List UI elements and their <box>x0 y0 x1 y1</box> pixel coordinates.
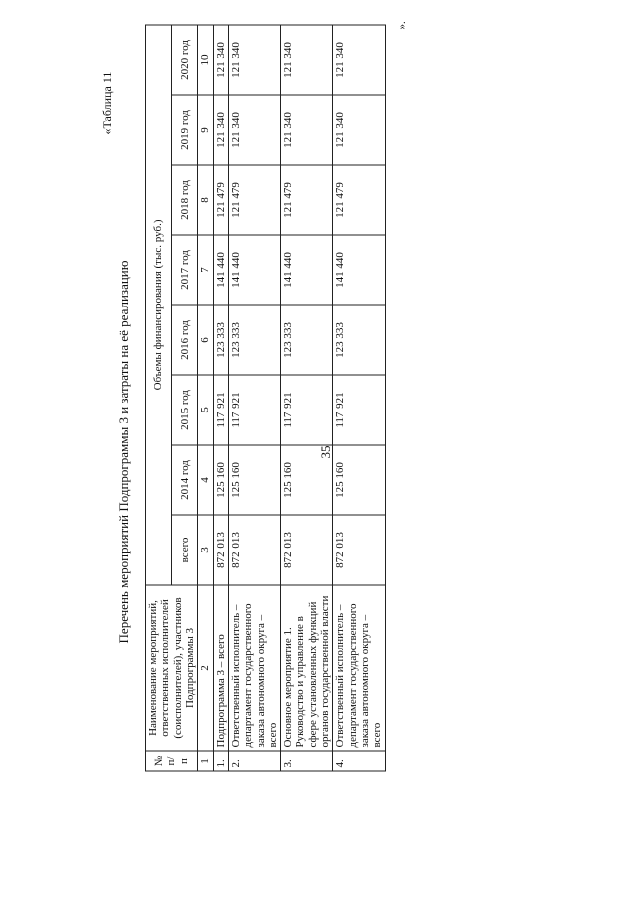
value-total: 872 013 <box>281 515 333 585</box>
col-number: 9 <box>198 95 213 165</box>
value-2015: 117 921 <box>213 375 228 445</box>
value-2018: 121 479 <box>333 165 385 235</box>
header-row-1 <box>146 25 172 771</box>
row-name: Основное мероприятие 1. Руководство и управление в сфере установленных функций органов государственной власти <box>281 585 333 751</box>
value-total: 872 013 <box>333 515 385 585</box>
year-header-2014: 2014 год <box>172 445 198 515</box>
col-number: 5 <box>198 375 213 445</box>
table-row <box>333 25 385 771</box>
value-2017: 141 440 <box>333 235 385 305</box>
closing-mark: ». <box>396 21 408 30</box>
year-header-2018: 2018 год <box>172 165 198 235</box>
value-2015: 117 921 <box>333 375 385 445</box>
page-number: 35 <box>318 445 333 459</box>
value-total: 872 013 <box>213 515 228 585</box>
row-name: Подпрограмма 3 – всего <box>213 585 228 751</box>
value-2018: 121 479 <box>213 165 228 235</box>
value-2017: 141 440 <box>213 235 228 305</box>
row-number: 1. <box>213 751 228 771</box>
value-2014: 125 160 <box>333 445 385 515</box>
col-no-header: № п/п <box>146 751 198 771</box>
row-number: 3. <box>281 751 333 771</box>
row-number: 2. <box>228 751 280 771</box>
value-2020: 121 340 <box>213 25 228 95</box>
value-2020: 121 340 <box>281 25 333 95</box>
year-header-2020: 2020 год <box>172 25 198 95</box>
table-label: «Таблица 11 <box>100 71 114 135</box>
table-caption: Перечень мероприятий Подпрограммы 3 и затраты на её реализацию <box>116 260 131 644</box>
year-header-2017: 2017 год <box>172 235 198 305</box>
col-number: 1 <box>198 751 213 771</box>
year-header-2019: 2019 год <box>172 95 198 165</box>
value-2017: 141 440 <box>281 235 333 305</box>
row-name: Ответственный исполнитель – департамент государственного заказа автономного округа – всего <box>228 585 280 751</box>
table-row <box>213 25 228 771</box>
value-2016: 123 333 <box>281 305 333 375</box>
col-number: 6 <box>198 305 213 375</box>
value-2019: 121 340 <box>228 95 280 165</box>
column-number-row <box>198 25 213 771</box>
row-number: 4. <box>333 751 385 771</box>
value-2015: 117 921 <box>228 375 280 445</box>
value-2014: 125 160 <box>213 445 228 515</box>
funding-table <box>145 24 386 771</box>
value-2020: 121 340 <box>228 25 280 95</box>
table-row <box>228 25 280 771</box>
col-number: 2 <box>198 585 213 751</box>
value-2019: 121 340 <box>281 95 333 165</box>
col-name-header: Наименование мероприятий, ответственных исполнителей (соисполнителей), участников Подпрограммы 3 <box>146 585 198 751</box>
value-2016: 123 333 <box>213 305 228 375</box>
value-2020: 121 340 <box>333 25 385 95</box>
table-row <box>281 25 333 771</box>
value-2019: 121 340 <box>333 95 385 165</box>
value-2019: 121 340 <box>213 95 228 165</box>
col-number: 7 <box>198 235 213 305</box>
value-2016: 123 333 <box>333 305 385 375</box>
value-total: 872 013 <box>228 515 280 585</box>
funding-header: Объемы финансирования (тыс. руб.) <box>146 25 172 585</box>
value-2014: 125 160 <box>228 445 280 515</box>
value-2018: 121 479 <box>228 165 280 235</box>
year-header-2016: 2016 год <box>172 305 198 375</box>
value-2017: 141 440 <box>228 235 280 305</box>
value-2018: 121 479 <box>281 165 333 235</box>
value-2014: 125 160 <box>281 445 333 515</box>
year-header-2015: 2015 год <box>172 375 198 445</box>
value-2016: 123 333 <box>228 305 280 375</box>
col-number: 4 <box>198 445 213 515</box>
col-number: 10 <box>198 25 213 95</box>
col-number: 3 <box>198 515 213 585</box>
value-2015: 117 921 <box>281 375 333 445</box>
row-name: Ответственный исполнитель – департамент государственного заказа автономного округа – всего <box>333 585 385 751</box>
col-number: 8 <box>198 165 213 235</box>
year-header-total: всего <box>172 515 198 585</box>
